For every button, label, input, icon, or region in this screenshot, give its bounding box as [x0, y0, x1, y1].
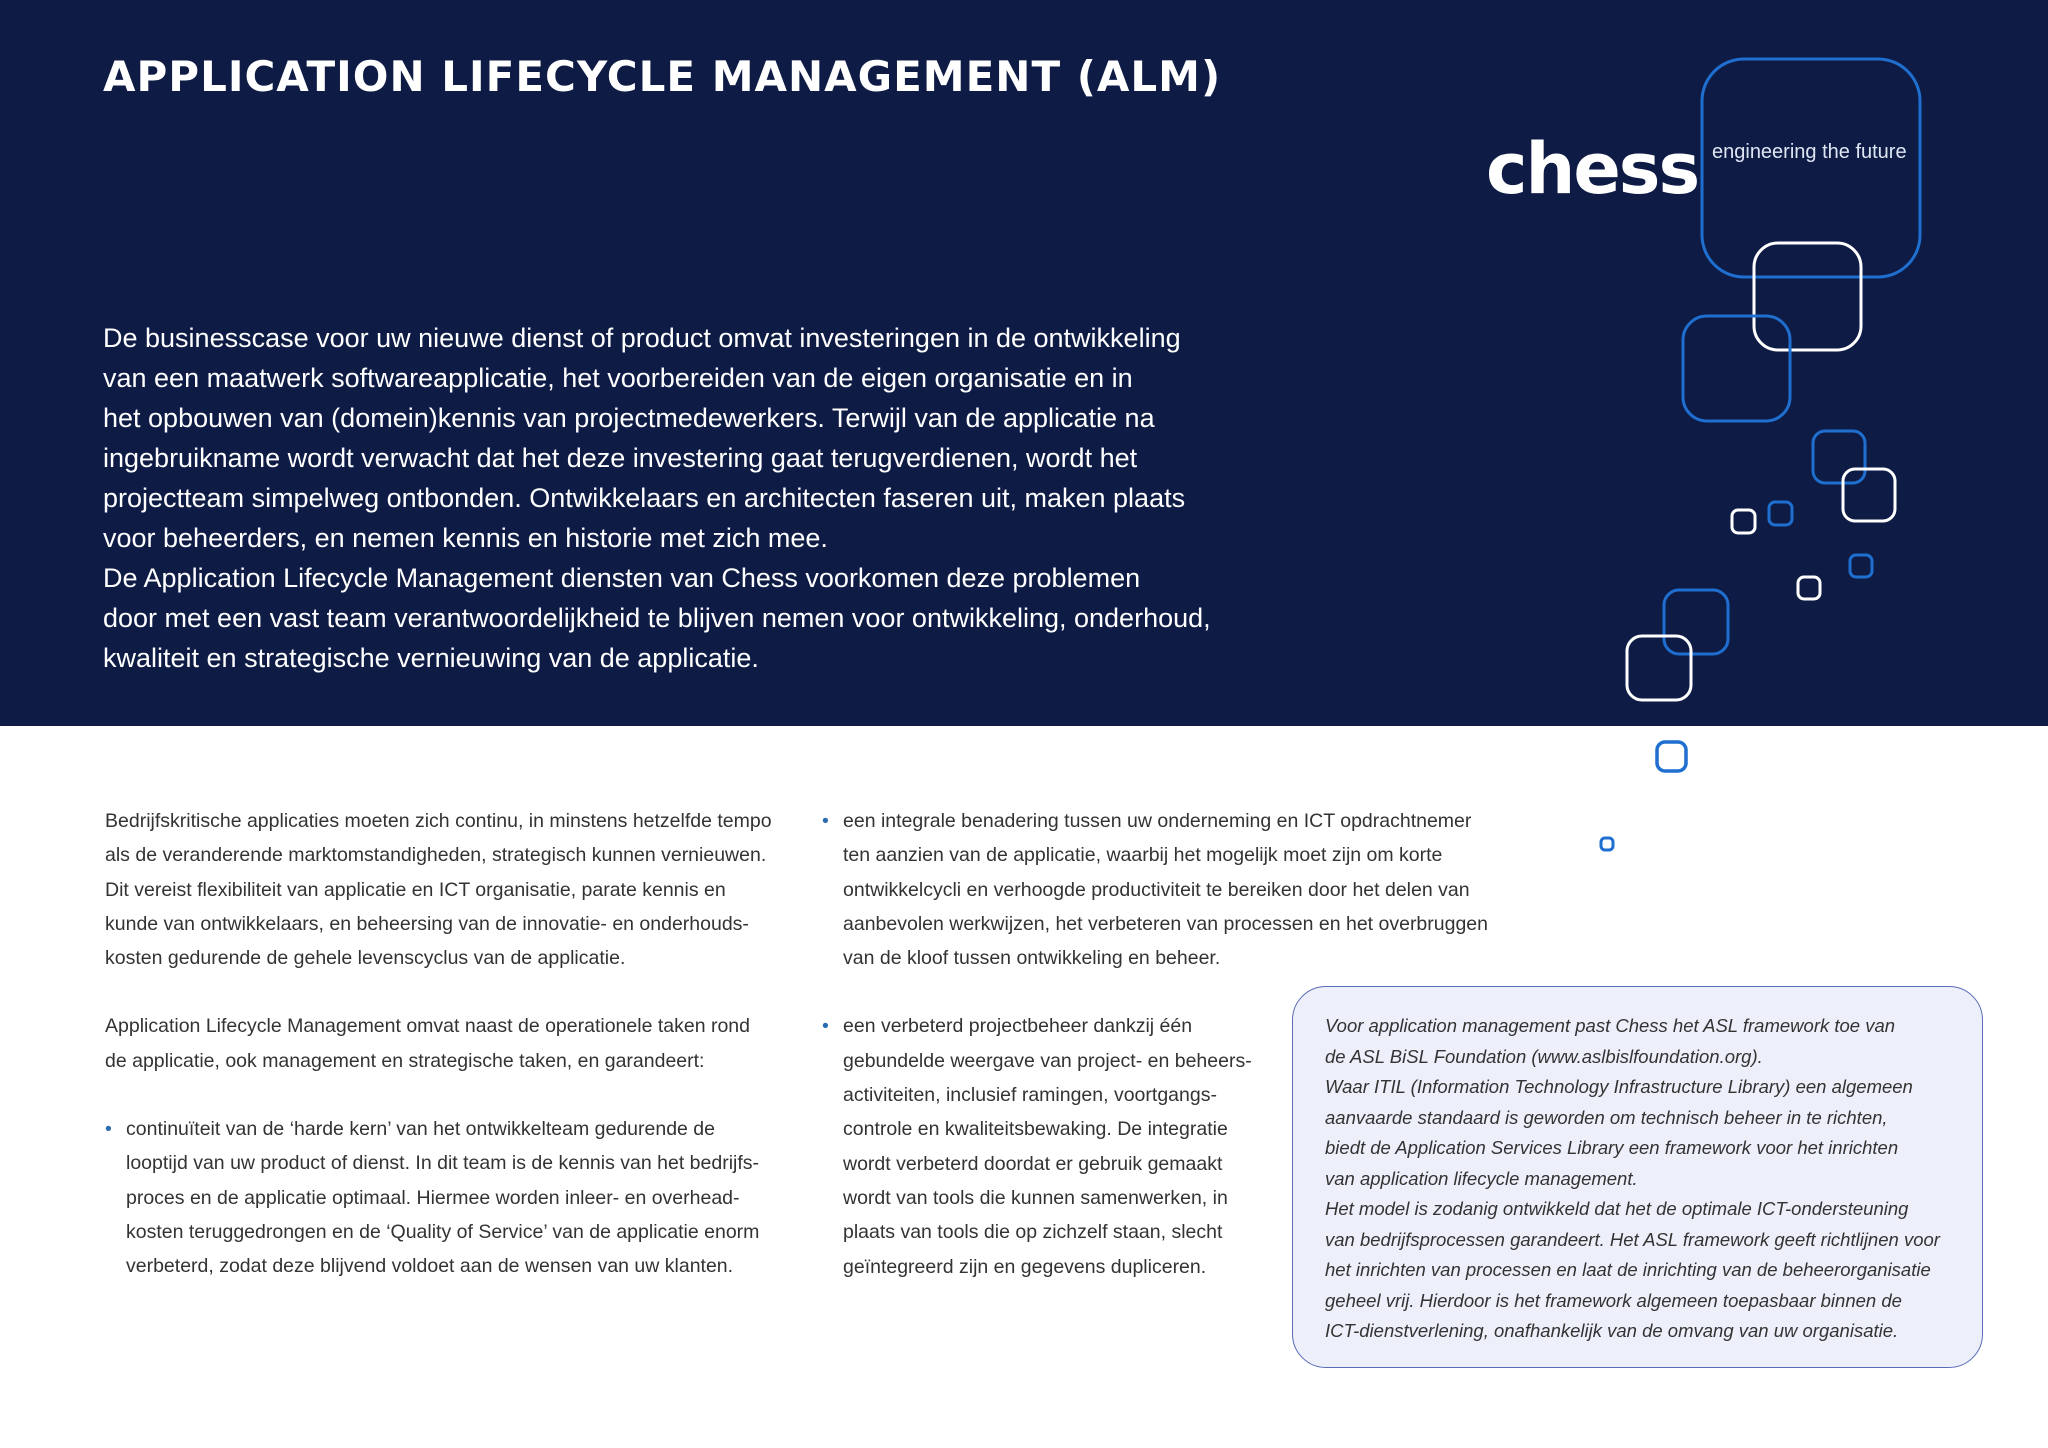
- text-line: van de kloof tussen ontwikkeling en beheer.: [843, 947, 1221, 970]
- square-outline: [1798, 577, 1820, 599]
- info-line: ICT-dienstverlening, onafhankelijk van de omvang van uw organisatie.: [1325, 1320, 1899, 1341]
- info-line: van application lifecycle management.: [1325, 1167, 1638, 1189]
- text-line: ten aanzien van de applicatie, waarbij het mogelijk moet zijn om korte: [843, 844, 1443, 867]
- square-outline: [1843, 469, 1895, 521]
- text-line: geïntegreerd zijn en gegevens dupliceren.: [843, 1255, 1207, 1278]
- text-line: wordt van tools die kunnen samenwerken, in: [843, 1186, 1228, 1209]
- info-line: de ASL BiSL Foundation (www.aslbislfoundation.org).: [1325, 1045, 1763, 1067]
- info-line: geheel vrij. Hierdoor is het framework algemeen toepasbaar binnen de: [1325, 1289, 1902, 1311]
- info-line: het inrichten van processen en laat de inrichting van de beheerorganisatie: [1325, 1259, 1931, 1280]
- info-line: Waar ITIL (Information Technology Infrastructure Library) een algemeen: [1325, 1076, 1913, 1097]
- text-line: kosten gedurende de gehele levenscyclus van de applicatie.: [105, 947, 626, 970]
- chess-logo: chess: [1486, 128, 1699, 210]
- text-line: een integrale benadering tussen uw onderneming en ICT opdrachtnemer: [843, 810, 1472, 832]
- info-line: biedt de Application Services Library een framework voor het inrichten: [1325, 1137, 1899, 1158]
- text-line: Bedrijfskritische applicaties moeten zich continu, in minstens hetzelfde tempo: [105, 810, 772, 832]
- square-outline: [1601, 838, 1613, 850]
- square-outline: [1769, 502, 1792, 525]
- left-column: [105, 804, 805, 1284]
- intro-line: voor beheerders, en nemen kennis en historie met zich mee.: [103, 523, 828, 553]
- text-line: aanbevolen werkwijzen, het verbeteren van processen en het overbruggen: [843, 912, 1488, 935]
- text-line: verbeterd, zodat deze blijvend voldoet aan de wensen van uw klanten.: [126, 1255, 734, 1278]
- square-outline: [1732, 510, 1755, 533]
- asl-info-box: [1292, 986, 1983, 1368]
- info-line: Het model is zodanig ontwikkeld dat het de optimale ICT-ondersteuning: [1325, 1198, 1909, 1219]
- text-line: looptijd van uw product of dienst. In dit team is de kennis van het bedrijfs-: [126, 1152, 760, 1175]
- square-outline: [1850, 555, 1872, 577]
- square-outline: [1754, 243, 1861, 350]
- text-line: als de veranderende marktomstandigheden, strategisch kunnen vernieuwen.: [105, 844, 767, 867]
- text-line: Application Lifecycle Management omvat naast de operationele taken rond: [105, 1015, 750, 1038]
- brand-tagline: engineering the future: [1712, 141, 1907, 163]
- info-line: Voor application management past Chess het ASL framework toe van: [1325, 1015, 1896, 1036]
- info-line: aanvaarde standaard is geworden om technisch beheer in te richten,: [1325, 1106, 1888, 1128]
- bullet-dot-icon: •: [105, 1118, 112, 1141]
- bullet-dot-icon: •: [822, 810, 829, 832]
- text-line: ontwikkelcycli en verhoogde productiviteit te bereiken door het delen van: [843, 878, 1470, 901]
- square-outline: [1813, 431, 1865, 483]
- intro-line: van een maatwerk softwareapplicatie, het voorbereiden van de eigen organisatie en in: [103, 363, 1133, 393]
- square-outline: [1664, 590, 1728, 654]
- text-line: proces en de applicatie optimaal. Hiermee worden inleer- en overhead-: [126, 1186, 740, 1209]
- square-outline: [1627, 636, 1691, 700]
- square-outline: [1657, 742, 1686, 771]
- intro-line: De Application Lifecycle Management diensten van Chess voorkomen deze problemen: [103, 563, 1141, 593]
- square-outline: [1683, 316, 1790, 421]
- text-line: kosten teruggedrongen en de ‘Quality of Service’ van de applicatie enorm: [126, 1220, 760, 1243]
- text-line: Dit vereist flexibiliteit van applicatie en ICT organisatie, parate kennis en: [105, 878, 726, 901]
- text-line: kunde van ontwikkelaars, en beheersing van de innovatie- en onderhouds-: [105, 912, 749, 935]
- text-line: plaats van tools die op zichzelf staan, slecht: [843, 1221, 1223, 1244]
- bullet-item: [822, 804, 1522, 975]
- info-line: van bedrijfsprocessen garandeert. Het ASL framework geeft richtlijnen voor: [1325, 1228, 1940, 1250]
- text-line: gebundelde weergave van project- en beheers-: [843, 1049, 1252, 1072]
- page-title: APPLICATION LIFECYCLE MANAGEMENT (ALM): [103, 52, 1222, 101]
- intro-line: kwaliteit en strategische vernieuwing van de applicatie.: [103, 643, 759, 673]
- bullet-dot-icon: •: [822, 1015, 829, 1038]
- paragraph: [105, 804, 805, 975]
- text-line: wordt verbeterd doordat er gebruik gemaakt: [843, 1152, 1223, 1175]
- intro-line: De businesscase voor uw nieuwe dienst of product omvat investeringen in de ontwikkeling: [103, 323, 1181, 353]
- intro-line: projectteam simpelweg ontbonden. Ontwikkelaars en architecten faseren uit, maken plaats: [103, 483, 1186, 513]
- intro-line: ingebruikname wordt verwacht dat het deze investering gaat terugverdienen, wordt het: [103, 443, 1138, 473]
- intro-line: door met een vast team verantwoordelijkheid te blijven nemen voor ontwikkeling, onderhoud,: [103, 603, 1211, 633]
- bullet-item: [105, 1112, 805, 1283]
- intro-line: het opbouwen van (domein)kennis van projectmedewerkers. Terwijl van de applicatie na: [103, 403, 1155, 433]
- text-line: activiteiten, inclusief ramingen, voortgangs-: [843, 1084, 1217, 1107]
- text-line: controle en kwaliteitsbewaking. De integratie: [843, 1118, 1228, 1141]
- text-line: een verbeterd projectbeheer dankzij één: [843, 1015, 1193, 1038]
- text-line: continuïteit van de ‘harde kern’ van het ontwikkelteam gedurende de: [126, 1118, 715, 1141]
- text-line: de applicatie, ook management en strategische taken, en garandeert:: [105, 1049, 705, 1072]
- paragraph: [105, 1009, 805, 1078]
